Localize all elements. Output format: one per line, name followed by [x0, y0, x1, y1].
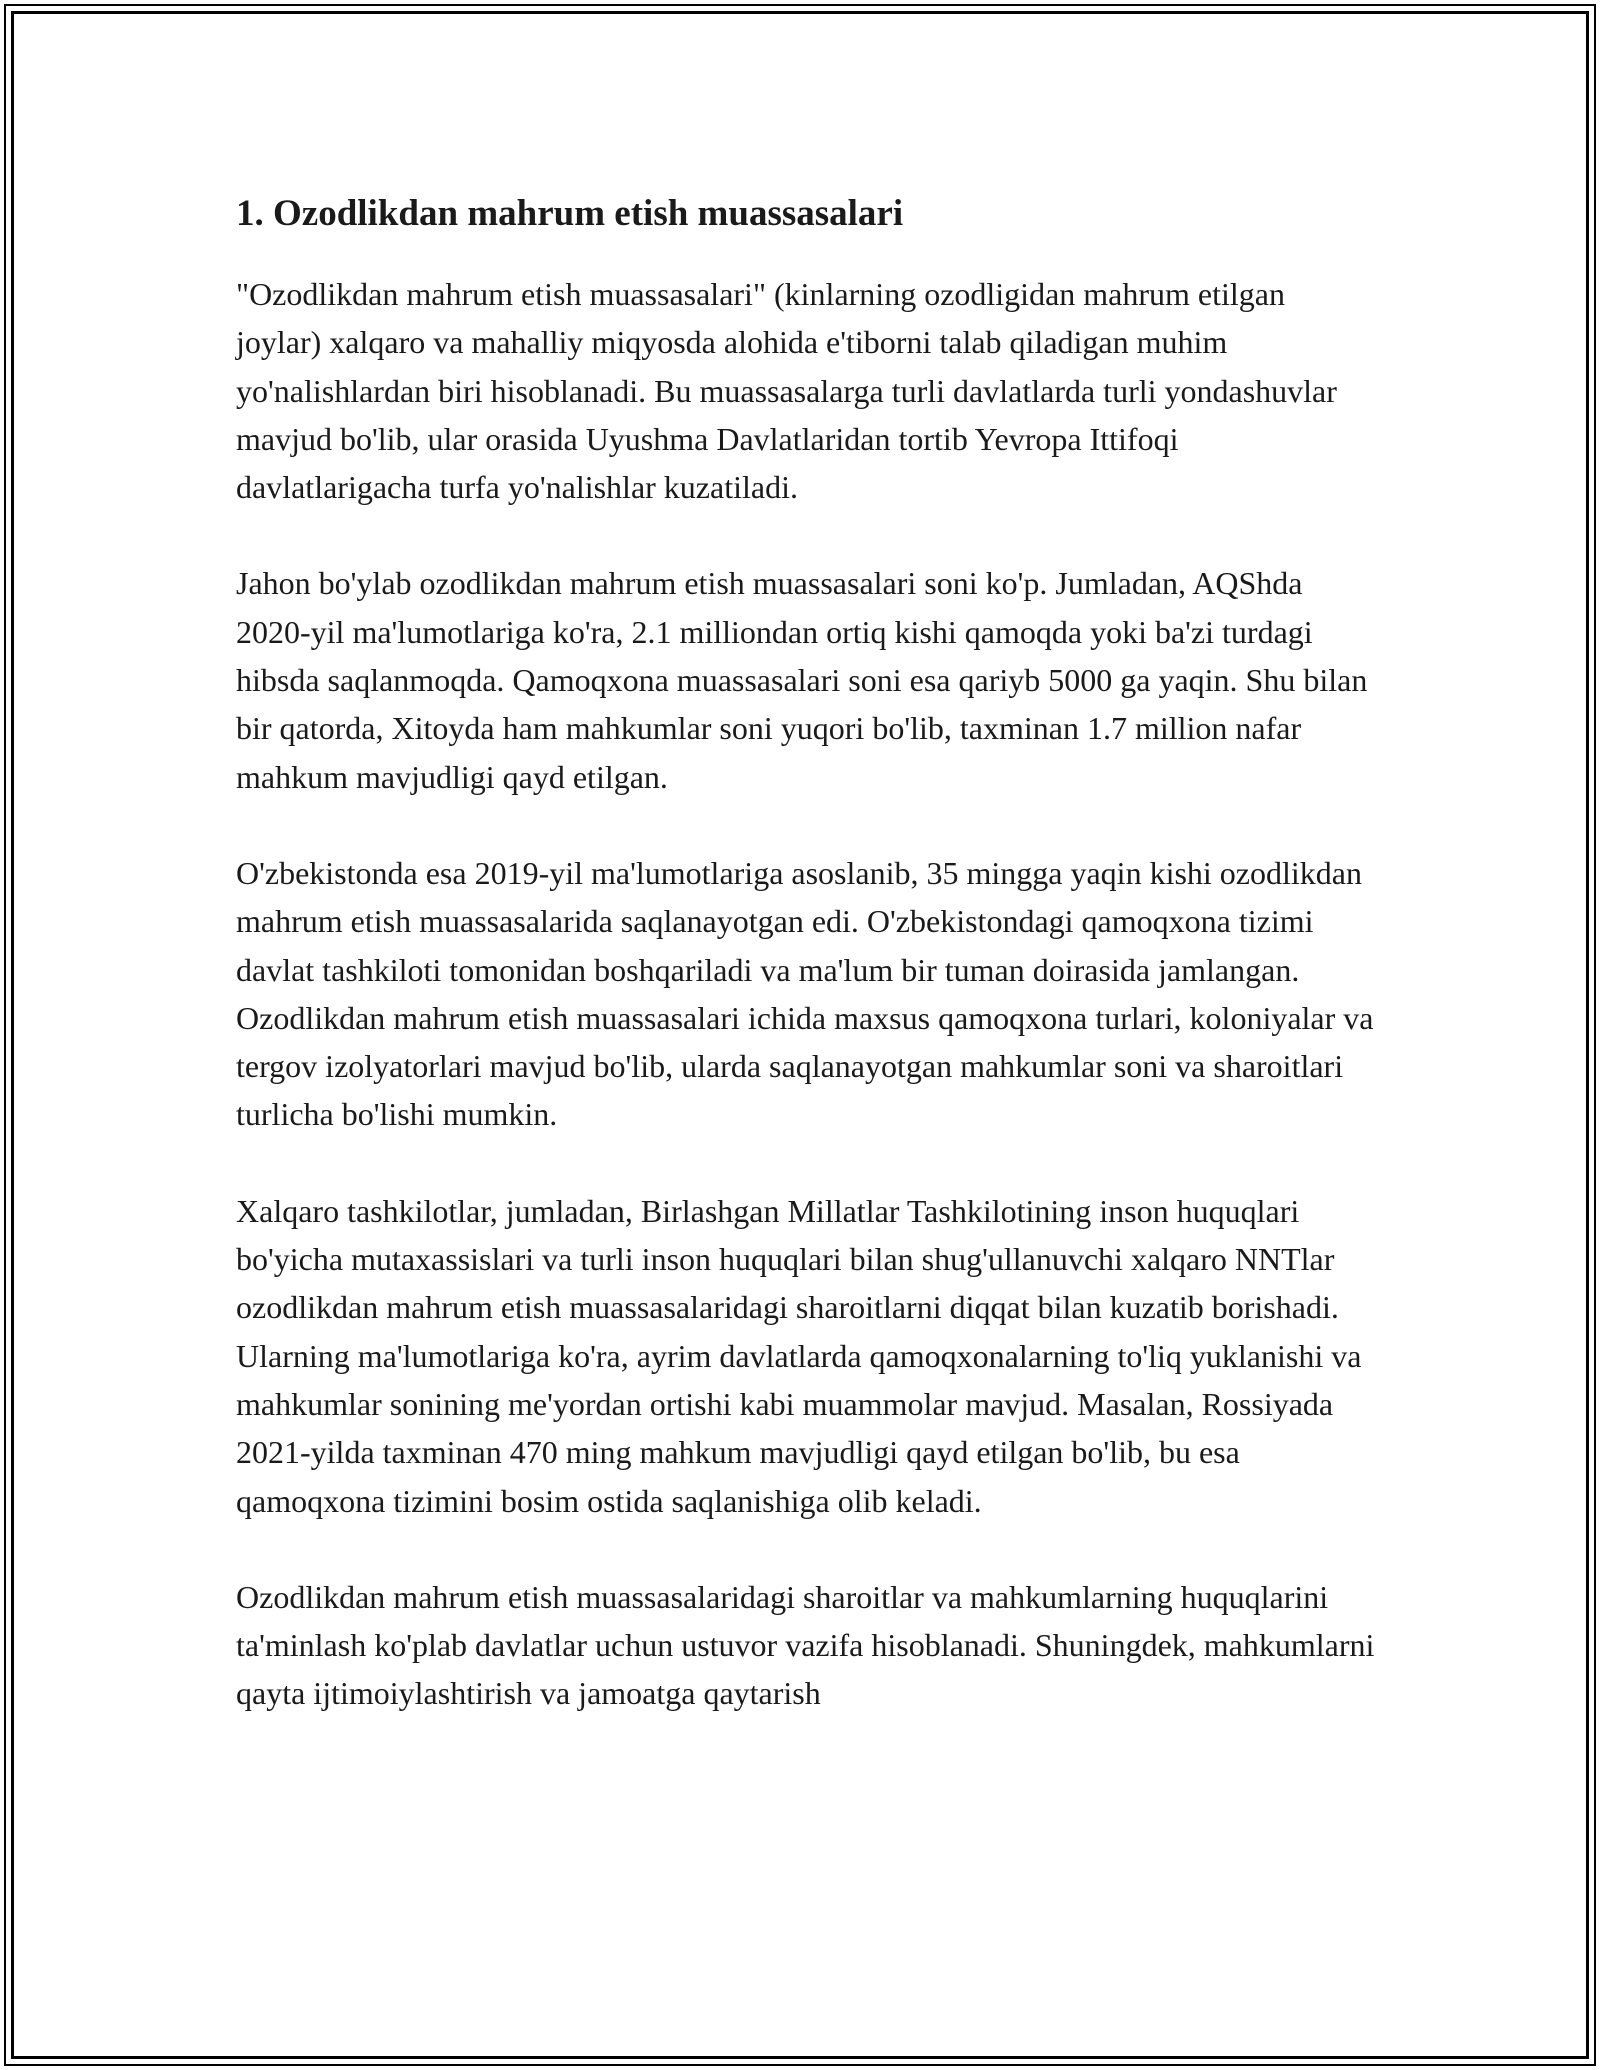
section-heading: 1. Ozodlikdan mahrum etish muassasalari: [236, 193, 904, 234]
paragraph-1: "Ozodlikdan mahrum etish muassasalari" (kinlarning ozodligidan mahrum etilgan joylar) xalqaro va mahalliy miqyosda alohida e'tiborni talab qiladigan muhim yo'nalishlardan biri hisoblanadi. Bu muassasalarga turli davlatlarda turli yondashuvlar mavjud bo'lib, ular orasida Uyushma Davlatlaridan tortib Yevropa Ittifoqi davlatlarigacha turfa yo'nalishlar kuzatiladi.: [236, 276, 1337, 506]
paragraph-5: Ozodlikdan mahrum etish muassasalaridagi sharoitlar va mahkumlarning huquqlarini ta'minlash ko'plab davlatlar uchun ustuvor vazifa hisoblanadi. Shuningdek, mahkumlarni qayta ijtimoiylashtirish va jamoatga qaytarish: [236, 1578, 1375, 1712]
paragraph-4: Xalqaro tashkilotlar, jumladan, Birlashgan Millatlar Tashkilotining inson huquqlari bo'yicha mutaxassislari va turli inson huquqlari bilan shug'ullanuvchi xalqaro NNTlar ozodlikdan mahrum etish muassasalaridagi sharoitlarni diqqat bilan kuzatib borishadi. Ularning ma'lumotlariga ko'ra, ayrim davlatlarda qamoqxonalarning to'liq yuklanishi va mahkumlar sonining me'yordan ortishi kabi muammolar mavjud. Masalan, Rossiyada 2021-yilda taxminan 470 ming mahkum mavjudligi qayd etilgan bo'lib, bu esa qamoqxona tizimini bosim ostida saqlanishiga olib keladi.: [236, 1192, 1362, 1519]
paragraph-2: Jahon bo'ylab ozodlikdan mahrum etish muassasalari soni ko'p. Jumladan, AQShda 2020-yil ma'lumotlariga ko'ra, 2.1 milliondan ortiq kishi qamoqda yoki ba'zi turdagi hibsda saqlanmoqda. Qamoqxona muassasalari soni esa qariyb 5000 ga yaqin. Shu bilan bir qatorda, Xitoyda ham mahkumlar soni yuqori bo'lib, taxminan 1.7 million nafar mahkum mavjudligi qayd etilgan.: [236, 565, 1368, 795]
document-body: [236, 186, 1376, 1718]
paragraph-3: O'zbekistonda esa 2019-yil ma'lumotlariga asoslanib, 35 mingga yaqin kishi ozodlikdan mahrum etish muassasalarida saqlanayotgan edi. O'zbekistondagi qamoqxona tizimi davlat tashkiloti tomonidan boshqariladi va ma'lum bir tuman doirasida jamlangan. Ozodlikdan mahrum etish muassasalari ichida maxsus qamoqxona turlari, koloniyalar va tergov izolyatorlari mavjud bo'lib, ularda saqlanayotgan mahkumlar soni va sharoitlari turlicha bo'lishi mumkin.: [236, 854, 1374, 1133]
